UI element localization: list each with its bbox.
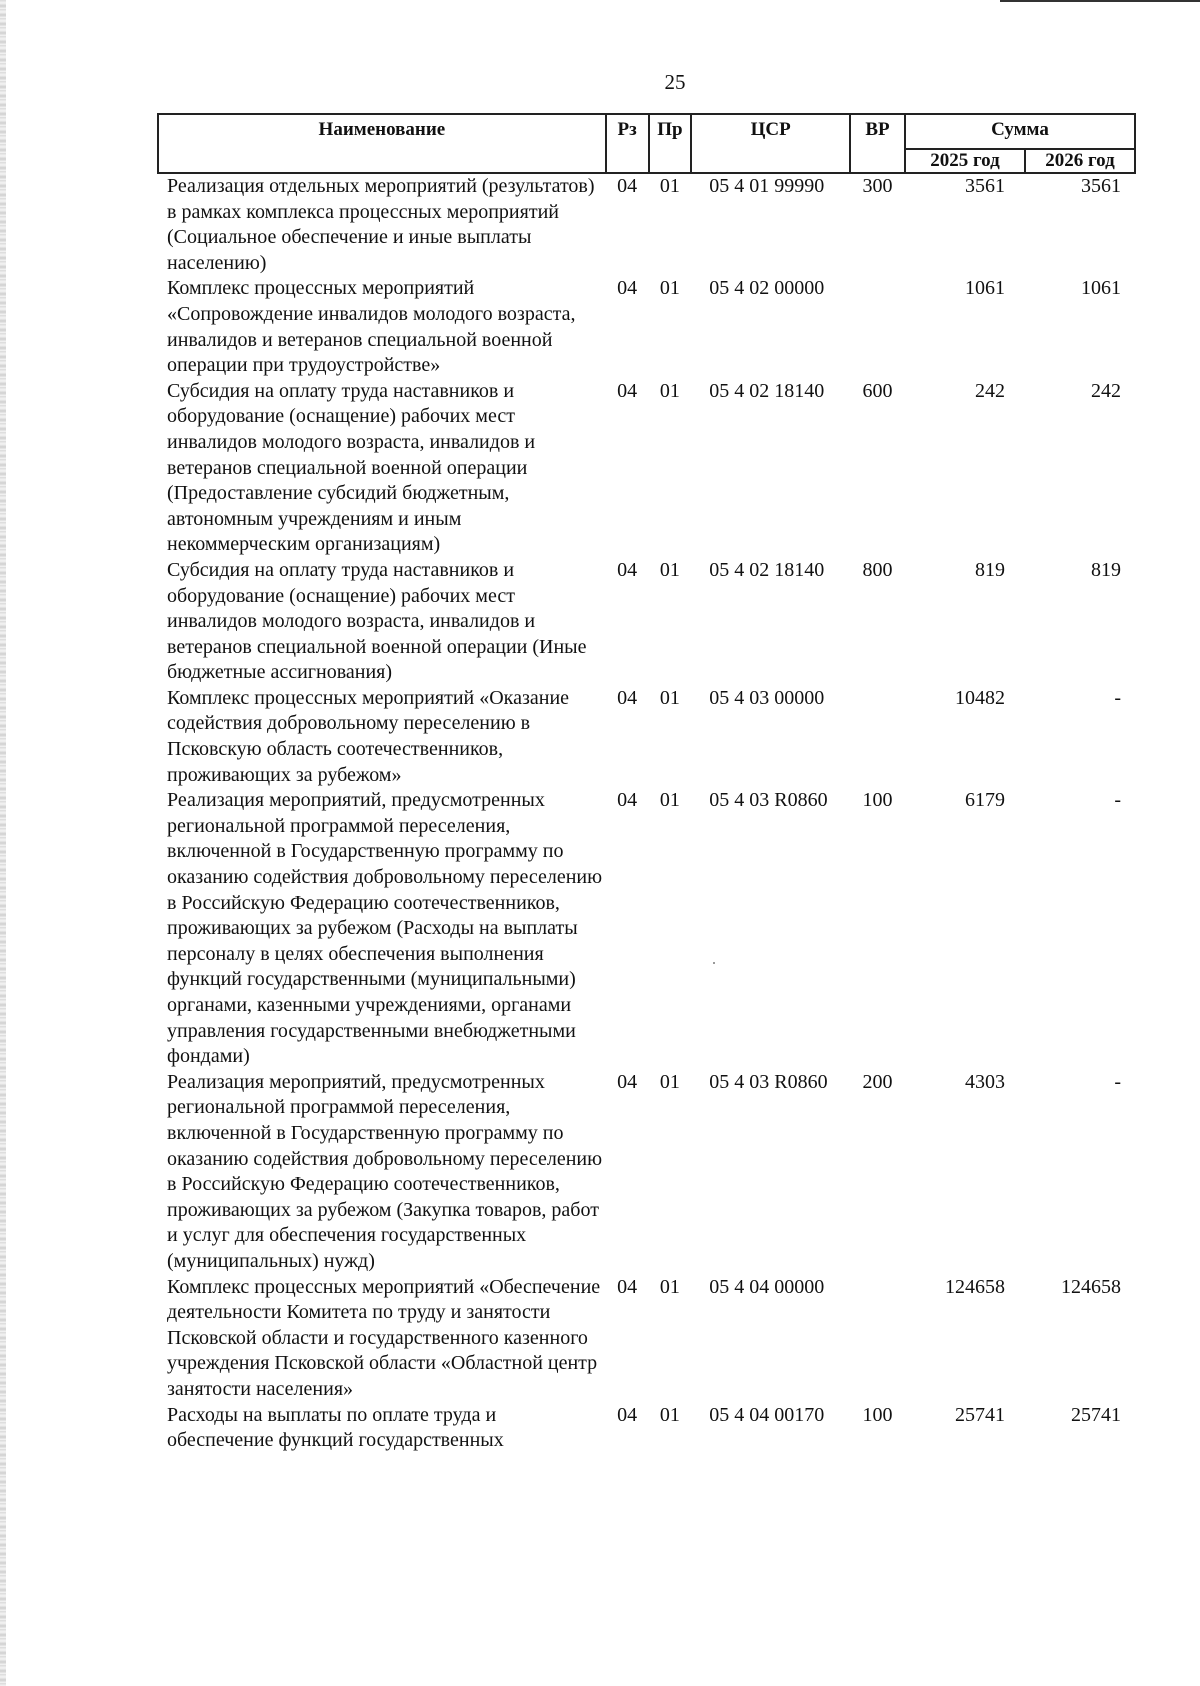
row-sum-2025: 3561: [965, 175, 1006, 197]
row-sum-2025: 4303: [965, 1070, 1006, 1093]
row-pr: 01: [659, 379, 680, 402]
row-csr: 05 4 03 R0860: [709, 1070, 828, 1093]
row-sum-2026: -: [1114, 686, 1121, 709]
header-pr: Пр: [649, 114, 692, 173]
row-csr: 05 4 03 00000: [709, 686, 825, 709]
scan-mark: [1000, 0, 1200, 2]
row-pr: 01: [659, 1275, 680, 1298]
row-sum-2025: 1061: [965, 277, 1006, 300]
row-pr: 01: [659, 1070, 680, 1093]
row-csr: 05 4 04 00000: [709, 1275, 825, 1298]
row-rz: 04: [617, 558, 638, 581]
table-row: [158, 1275, 1135, 1403]
header-name: Наименование: [158, 114, 606, 173]
row-name: Субсидия на оплату труда наставников и оборудование (оснащение) рабочих мест инвалидов молодого возраста, инвалидов и ветеранов специальной военной операции (Иные бюджетные ассигнования): [167, 558, 587, 684]
row-sum-2026: 1061: [1081, 277, 1121, 300]
row-sum-2026: 819: [1091, 558, 1121, 581]
header-row-top: [158, 114, 1135, 149]
table-row: [158, 173, 1135, 276]
row-rz: 04: [617, 1275, 638, 1298]
row-csr: 05 4 02 18140: [709, 379, 825, 402]
row-name: Реализация мероприятий, предусмотренных региональной программой переселения, включенной в Государственную программу по оказанию содействия добровольному переселению в Российскую Федерацию соотечественников, проживающих за рубежом (Расходы на выплаты персоналу в целях обеспечения выполнения функций государственными (муниципальными) органами, казенными учреждениями, органами управления государственными внебюджетными фондами): [167, 789, 603, 1068]
header-sum: Сумма: [905, 114, 1135, 149]
row-pr: 01: [659, 686, 680, 709]
table-row: [158, 276, 1135, 378]
row-rz: 04: [617, 789, 638, 812]
page-number-block: [0, 70, 1200, 95]
table-row: [158, 558, 1135, 686]
row-csr: 05 4 02 18140: [709, 558, 825, 581]
row-rz: 04: [617, 1070, 638, 1093]
row-vr: 800: [862, 558, 893, 581]
header-year-2026: 2026 год: [1025, 149, 1135, 173]
row-rz: 04: [617, 379, 638, 402]
table-row: [158, 1403, 1135, 1454]
row-sum-2025: 6179: [965, 789, 1006, 812]
scan-speck: [713, 962, 715, 964]
row-vr: [850, 686, 905, 788]
row-vr: 600: [862, 379, 893, 402]
budget-table: [157, 113, 1136, 1454]
row-rz: 04: [617, 1403, 638, 1426]
row-name: Комплекс процессных мероприятий «Обеспечение деятельности Комитета по труду и занятости Псковской области и государственного казенного учреждения Псковской области «Областной центр занятости населения»: [167, 1275, 601, 1400]
table-row: [158, 379, 1135, 558]
row-name: Комплекс процессных мероприятий «Оказание содействия добровольному переселению в Псковскую область соотечественников, проживающих за рубежом»: [167, 686, 570, 786]
row-csr: 05 4 02 00000: [709, 277, 825, 300]
row-sum-2026: 25741: [1071, 1403, 1121, 1426]
row-csr: 05 4 03 R0860: [709, 789, 828, 812]
row-vr: 300: [862, 175, 893, 197]
table-body: [158, 173, 1135, 1454]
row-csr: 05 4 01 99990: [709, 175, 825, 197]
table-head: [158, 114, 1135, 173]
row-pr: 01: [659, 277, 680, 300]
row-pr: 01: [659, 175, 680, 197]
row-sum-2026: 124658: [1061, 1275, 1121, 1298]
row-csr: 05 4 04 00170: [709, 1403, 825, 1426]
row-name: Расходы на выплаты по оплате труда и обеспечение функций государственных: [167, 1403, 504, 1452]
row-vr: 100: [862, 789, 893, 812]
row-sum-2025: 242: [975, 379, 1006, 402]
row-rz: 04: [617, 277, 638, 300]
row-sum-2026: 242: [1091, 379, 1121, 402]
row-sum-2025: 10482: [955, 686, 1006, 709]
scan-edge: [0, 0, 6, 1686]
row-sum-2026: -: [1114, 1070, 1121, 1093]
header-vr: ВР: [850, 114, 905, 173]
row-rz: 04: [617, 686, 638, 709]
header-year-2025: 2025 год: [905, 149, 1025, 173]
row-pr: 01: [659, 1403, 680, 1426]
row-sum-2025: 819: [975, 558, 1006, 581]
row-sum-2025: 124658: [945, 1275, 1006, 1298]
row-vr: [850, 276, 905, 378]
row-name: Субсидия на оплату труда наставников и оборудование (оснащение) рабочих мест инвалидов молодого возраста, инвалидов и ветеранов специальной военной операции (Предоставление субсидий бюджетным, автономным учреждениям и иным некоммерческим организациям): [167, 379, 536, 556]
table-row: [158, 788, 1135, 1070]
row-sum-2025: 25741: [955, 1403, 1006, 1426]
row-sum-2026: 3561: [1081, 175, 1121, 197]
row-name: Комплекс процессных мероприятий «Сопровождение инвалидов молодого возраста, инвалидов и ветеранов специальной военной операции при трудоустройстве»: [167, 277, 576, 377]
row-name: Реализация мероприятий, предусмотренных региональной программой переселения, включенной в Государственную программу по оказанию содействия добровольному переселению в Российскую Федерацию соотечественников, проживающих за рубежом (Закупка товаров, работ и услуг для обеспечения государственных (муниципальных) нужд): [167, 1070, 603, 1272]
row-pr: 01: [659, 558, 680, 581]
page-number: 25: [664, 70, 686, 94]
table-row: [158, 686, 1135, 788]
row-vr: 100: [862, 1403, 893, 1426]
row-name: Реализация отдельных мероприятий (результатов) в рамках комплекса процессных мероприятий (Социальное обеспечение и иные выплаты населению): [167, 175, 595, 274]
row-vr: [850, 1275, 905, 1403]
row-pr: 01: [659, 789, 680, 812]
row-vr: 200: [862, 1070, 893, 1093]
table-row: [158, 1070, 1135, 1275]
header-csr: ЦСР: [691, 114, 850, 173]
row-sum-2026: -: [1114, 789, 1121, 812]
row-rz: 04: [617, 175, 638, 197]
header-rz: Рз: [606, 114, 649, 173]
